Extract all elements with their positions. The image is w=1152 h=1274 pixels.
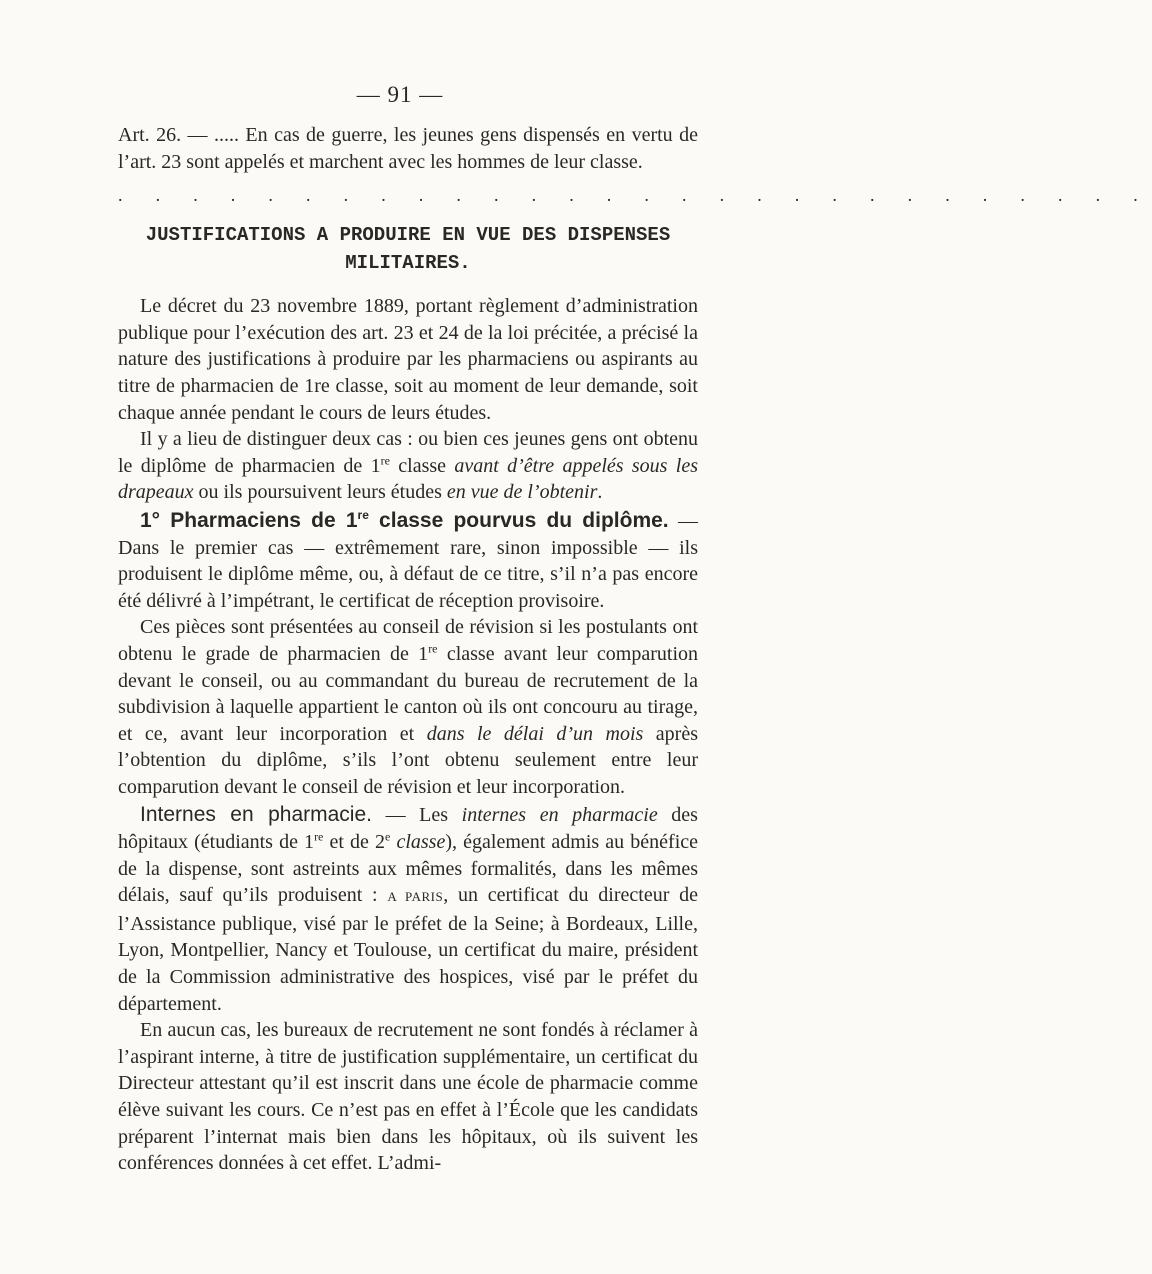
italic-span: dans le délai d’un mois <box>426 722 644 745</box>
section-heading: JUSTIFICATIONS A PRODUIRE EN VUE DES DISPENSES MILITAIRES. <box>145 224 671 275</box>
paragraph-internes <box>118 802 698 1017</box>
smallcaps-span: A PARIS <box>387 889 444 905</box>
article-lead: Art. 26. — ..... <box>118 124 246 146</box>
text-span: . <box>597 481 603 504</box>
text-span: des hôpitaux (étudiants de 1 <box>118 804 698 854</box>
superscript: re <box>314 829 324 844</box>
paragraph-pieces <box>118 614 698 800</box>
section2-title: Internes en pharmacie. <box>140 803 372 827</box>
text-span: ou ils poursuivent leurs études <box>193 481 447 504</box>
italic-span: avant d’être appelés sous les drapeaux <box>118 454 698 504</box>
paragraph-final: En aucun cas, les bureaux de recrutement ne sont fondés à réclamer à l’aspirant interne, à titre de justification supplémentaire, un certificat du Directeur attestant qu’il est inscrit dans une école de pharmacie comme élève suivant les cours. Ce n’est pas en effet à l’École que les candidats préparent l’internat mais bien dans les hôpitaux, où ils suivent les conférences données à cet effet. L’admi- <box>118 1019 698 1175</box>
italic-span: classe <box>396 831 446 854</box>
text-span: et de 2 <box>323 831 386 854</box>
superscript: re <box>380 453 390 468</box>
text-span: classe avant leur comparution devant le conseil, ou au commandant du bureau de recrutement de la subdivision à laquelle appartient le canton où ils ont concouru au tirage, et ce, avant leur incorporation et <box>118 642 698 745</box>
page-body <box>118 122 1152 1177</box>
text-span: — Les <box>371 804 462 827</box>
text-span: 1° Pharmaciens de 1 <box>140 508 358 532</box>
text-span: Ces pièces sont présentées au conseil de révision si les postulants ont obtenu le grade de pharmacien de 1 <box>118 616 698 665</box>
paragraph-decret: Le décret du 23 novembre 1889, portant règlement d’administration publique pour l’exécution des art. 23 et 24 de la loi précitée, a précisé la nature des justifications à produire par les pharmaciens ou aspirants au titre de pharmacien de 1re classe, soit au moment de leur demande, soit chaque année pendant le cours de leurs études. <box>118 295 698 424</box>
text-span: Il y a lieu de distinguer deux cas : ou bien ces jeunes gens ont obtenu le diplôme de pharmacien de 1 <box>118 428 698 477</box>
text-span: classe pourvus du diplôme. <box>368 508 669 532</box>
text-span: ), également admis au bénéfice de la dispense, sont astreints aux mêmes formalités, dans les mêmes délais, sauf qu’ils produisent : <box>118 831 699 907</box>
article-text: En cas de guerre, les jeunes gens dispensés en vertu de l’art. 23 sont appelés et marchent avec les hommes de leur classe. <box>118 124 698 173</box>
italic-span: internes en pharmacie <box>461 804 658 827</box>
section1-text: — Dans le premier cas — extrêmement rare, sinon impossible — ils produisent le diplôme même, ou, à défaut de ce titre, s’il n’a pas encore été délivré à l’impétrant, le certificat de réception provisoire. <box>118 509 698 612</box>
text-span: classe <box>389 454 455 477</box>
superscript: e <box>385 829 391 844</box>
superscript: re <box>357 507 369 522</box>
superscript: re <box>428 641 438 656</box>
article-26 <box>118 122 698 175</box>
page-number: — 91 — <box>356 82 444 107</box>
text-span: après l’obtention du diplôme, s’ils l’ont obtenu seulement entre leur comparution devant le conseil de révision et leur incorporation. <box>118 722 698 798</box>
text-span: , un certificat du directeur de l’Assistance publique, visé par le préfet de la Seine; à Bordeaux, Lille, Lyon, Montpellier, Nancy et Toulouse, un certificat du maire, président de la Commission administrative des hospices, visé par le préfet du département. <box>118 884 698 1015</box>
italic-span: en vue de l’obtenir <box>446 481 598 504</box>
paragraph-section1 <box>118 508 698 614</box>
ellipsis-separator: . . . . . . . . . . . . . . . . . . . . . . . . . . . . <box>118 185 1152 206</box>
paragraph-distinguer <box>118 426 698 506</box>
section1-title <box>140 509 669 532</box>
